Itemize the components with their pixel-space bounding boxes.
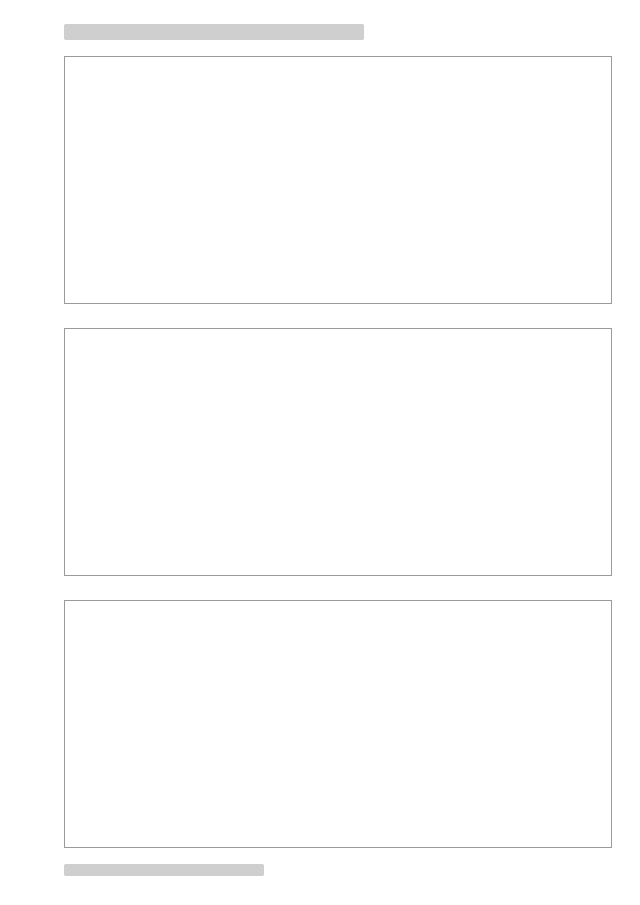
content-block-2 bbox=[64, 328, 612, 576]
content-block-1 bbox=[64, 56, 612, 304]
footer-placeholder bbox=[64, 864, 264, 876]
heading-placeholder bbox=[64, 24, 364, 40]
content-block-3 bbox=[64, 600, 612, 848]
